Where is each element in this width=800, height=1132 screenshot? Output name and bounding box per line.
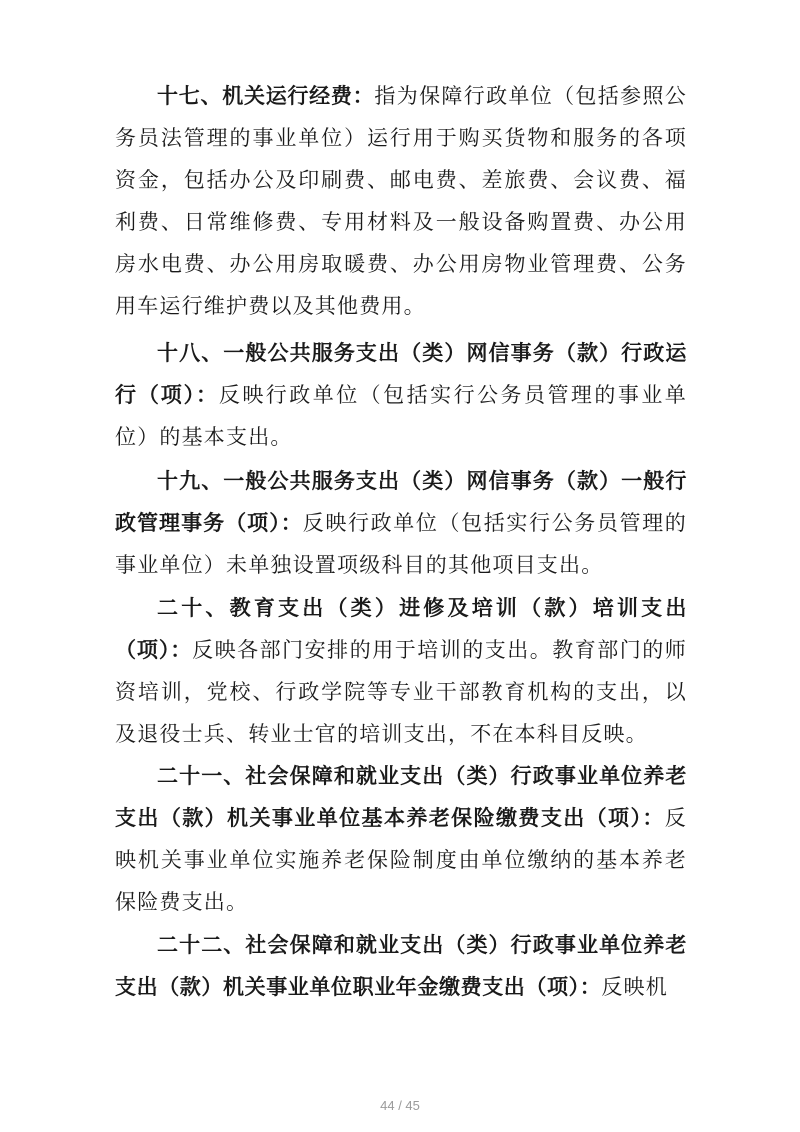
paragraph-21-body: 反映机关事业单位实施养老保险制度由单位缴纳的基本养老保险费支出。 — [115, 806, 687, 914]
total-pages-number: 45 — [405, 1098, 420, 1113]
paragraph-20-heading: 二十、教育支出（类）进修及培训（款）培训支出（项）： — [115, 596, 687, 662]
paragraph-19-heading: 十九、一般公共服务支出（类）网信事务（款）一般行政管理事务（项）： — [115, 469, 687, 535]
current-page-number: 44 — [380, 1098, 395, 1113]
paragraph-22-heading: 二十二、社会保障和就业支出（类）行政事业单位养老支出（款）机关事业单位职业年金缴费支出（项）： — [115, 933, 687, 999]
paragraph-19 — [115, 460, 687, 586]
paragraph-17 — [115, 75, 687, 327]
paragraph-18 — [115, 332, 687, 458]
paragraph-20 — [115, 587, 687, 755]
page-number — [0, 1098, 800, 1113]
paragraph-18-heading: 十八、一般公共服务支出（类）网信事务（款）行政运行（项）： — [115, 341, 687, 407]
paragraph-18-body: 反映行政单位（包括实行公务员管理的事业单位）的基本支出。 — [115, 383, 688, 449]
paragraph-22-body: 反映机 — [601, 975, 668, 999]
paragraph-21 — [115, 755, 687, 923]
page-separator: / — [394, 1098, 406, 1113]
paragraph-17-heading: 十七、机关运行经费： — [157, 84, 375, 108]
paragraph-22 — [115, 924, 687, 1008]
paragraph-19-body: 反映行政单位（包括实行公务员管理的事业单位）未单独设置项级科目的其他项目支出。 — [115, 511, 687, 577]
paragraph-20-body: 反映各部门安排的用于培训的支出。教育部门的师资培训，党校、行政学院等专业干部教育机构的支出，以及退役士兵、转业士官的培训支出，不在本科目反映。 — [115, 638, 687, 746]
paragraph-17-body: 指为保障行政单位（包括参照公务员法管理的事业单位）运行用于购买货物和服务的各项资金，包括办公及印刷费、邮电费、差旅费、会议费、福利费、日常维修费、专用材料及一般设备购置费、办公用房水电费、办公用房取暖费、办公用房物业管理费、公务用车运行维护费以及其他费用。 — [115, 84, 687, 318]
paragraph-21-heading: 二十一、社会保障和就业支出（类）行政事业单位养老支出（款）机关事业单位基本养老保险缴费支出（项）： — [115, 764, 687, 830]
